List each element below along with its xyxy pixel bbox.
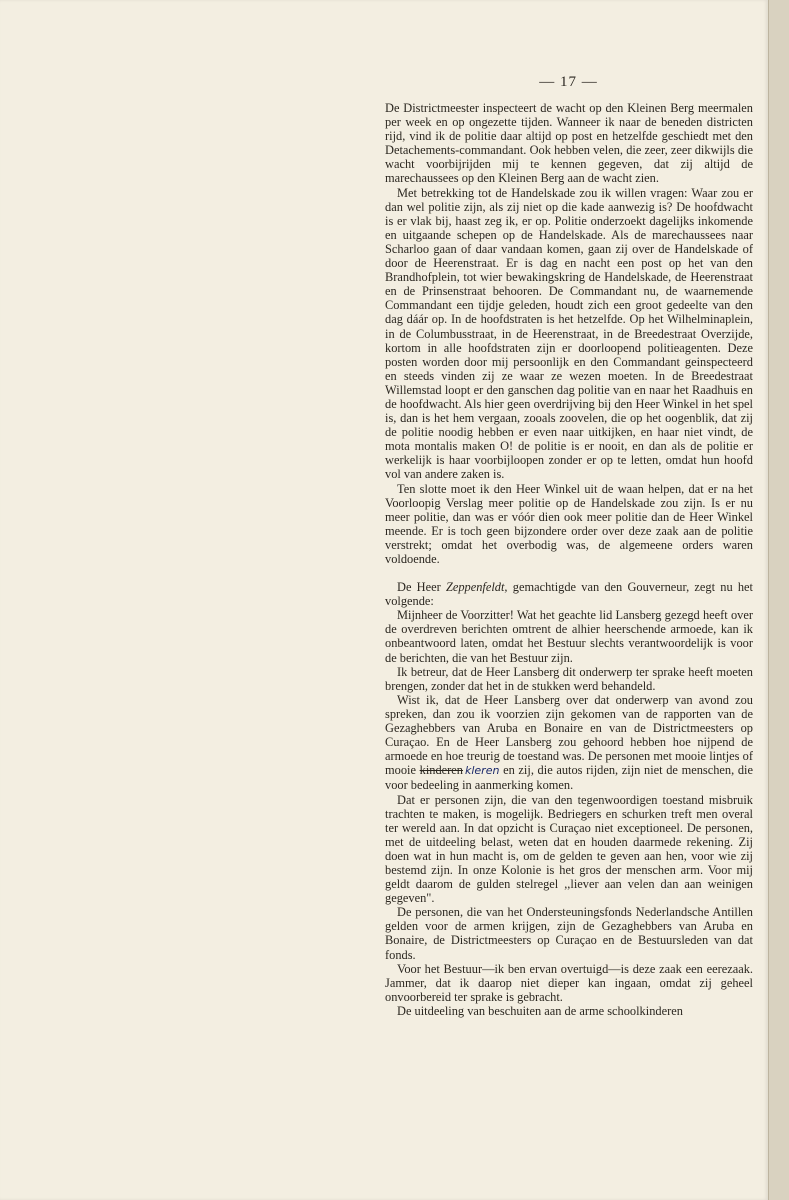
page-edge xyxy=(768,0,789,1200)
speech-paragraph-6: Voor het Bestuur—ik ben ervan overtuigd—is deze zaak een eerezaak. Jammer, dat ik daarop niet dieper kan ingaan, omdat zij geheel onvoorbereid ter sprake is gebracht. xyxy=(385,961,753,1004)
paragraph-3: Ten slotte moet ik den Heer Winkel uit de waan helpen, dat er na het Voorloopig Verslag meer politie op de Handelskade zou zijn. Is er nu meer politie, dan was er vóór dien ook meer politie dan de Heer Winkel meende. Er is toch geen bijzondere order over deze zaak aan de politie verstrekt; omdat het overbodig was, de algemeene orders waren voldoende. xyxy=(385,481,753,566)
speech-paragraph-4: Dat er personen zijn, die van den tegenwoordigen toestand misbruik trachten te maken, is mogelijk. Bedriegers en schurken treft men overal ter wereld aan. In dat opzicht is Curaçao niet exceptioneel. De personen, met de uitdeeling belast, weten dat en houden daarmede rekening. Zij doen wat in hun macht is, om de gelden te geven aan hen, voor wie zij bestemd zijn. In onze Kolonie is het gros der menschen arm. Voor mij geldt daarom de gulden stelregel ,,liever aan velen dan aan weinigen gegeven". xyxy=(385,792,753,906)
speech-paragraph-1: Mijnheer de Voorzitter! Wat het geachte lid Lansberg gezegd heeft over de overdreven berichten omtrent de alhier heerschende armoede, kan ik onbeantwoord laten, omdat het Bestuur slechts verantwoordelijk is voor de berichten, die van het Bestuur zijn. xyxy=(385,608,753,665)
speech-paragraph-3-after: en zij, die autos rijden, zijn niet de menschen, die voor bedeeling in aanmerking komen. xyxy=(385,763,753,793)
speaker-intro-suffix: gemachtigde van den Gouverneur, zegt nu het volgende: xyxy=(385,580,753,609)
speech-paragraph-5: De personen, die van het Ondersteuningsfonds Nederlandsche Antillen gelden voor de armen krijgen, zijn de Gezaghebbers van Aruba en Bonaire, de Districtmeesters op Curaçao en de Bestuursleden van dat fonds. xyxy=(385,905,753,962)
speaker-name: Zeppenfeldt, xyxy=(445,580,508,595)
speaker-intro-prefix: De Heer xyxy=(397,580,446,595)
speech-paragraph-3-before: Wist ik, dat de Heer Lansberg over dat onderwerp van avond zou spreken, dan zou ik voorzien zijn gekomen van de rapporten van de Gezaghebbers van Aruba en Bonaire en van de Districtmeesters op Curaçao. En de Heer Lansberg zou gehoord hebben hoe nijpend de armoede en hoe treurig de toestand was. De personen met mooie lintjes of mooie xyxy=(385,692,753,778)
speech-paragraph-7: De uitdeeling van beschuiten aan de arme schoolkinderen xyxy=(397,1003,683,1018)
paragraph-2: Met betrekking tot de Handelskade zou ik willen vragen: Waar zou er dan wel politie zijn, als zij niet op die kade aanwezig is? De hoofdwacht is er vlak bij, haast zeg ik, er op. Politie onderzoekt dagelijks inkomende en uitgaande schepen op de Handelskade. Als de marechaussees naar Scharloo gaan of daar vandaan komen, gaan zij over de Handelskade of door de Heerenstraat. Er is dag en nacht een post op het van den Brandhofplein, tot wier bewakingskring de Handelskade, de Heerenstraat en de Prinsenstraat behooren. De Commandant nu, de waarnemende Commandant een tijdje geleden, houdt zich een groot gedeelte van den dag dáár op. In de hoofdstraten is het hetzelfde. Op het Wilhelminaplein, in de Columbusstraat, in de Heerenstraat, in de Breedestraat Overzijde, kortom in alle hoofdstraten zijn er doorloopend politieagenten. Deze posten worden door mij persoonlijk en den Commandant geinspecteerd en steeds vinden zij ze waar ze wezen moeten. In de Breedestraat Willemstad loopt er den ganschen dag politie van en naar het Raadhuis en de hoofdwacht. Als hier geen overdrijving bij den Heer Winkel in het spel is, dan is het hem vergaan, zooals zoovelen, die op het oogenblik, dat zij de politie noodig hebben er even naar uitkijken, en haar niet vindt, de mota montalis maken O! de politie is er nooit, en dan als de politie er werkelijk is haar voorbijloopen zonder er op te letten, omdat hun hoofd vol van andere zaken is. xyxy=(385,185,753,482)
body-text xyxy=(385,101,753,1018)
speaker-intro xyxy=(385,580,753,608)
speech-paragraph-2: Ik betreur, dat de Heer Lansberg dit onderwerp ter sprake heeft moeten brengen, zonder dat het in de stukken werd behandeld. xyxy=(385,664,753,693)
paragraph-1: De Districtmeester inspecteert de wacht op den Kleinen Berg meermalen per week en op ongezette tijden. Wanneer ik naar de beneden districten rijd, vind ik de politie daar altijd op post en hetzelfde geschiedt met den Detachements-commandant. Ook hebben velen, die zeer, zeer dikwijls die wacht voorbijrijden mij te kennen gegeven, dat zij altijd de marechaussees op den Kleinen Berg aan de wacht zien. xyxy=(385,101,753,186)
struck-word: kinderen xyxy=(419,763,463,778)
page-number: — 17 — xyxy=(539,74,598,90)
handwritten-correction: kleren xyxy=(464,764,500,778)
speech-paragraph-3 xyxy=(385,693,753,793)
